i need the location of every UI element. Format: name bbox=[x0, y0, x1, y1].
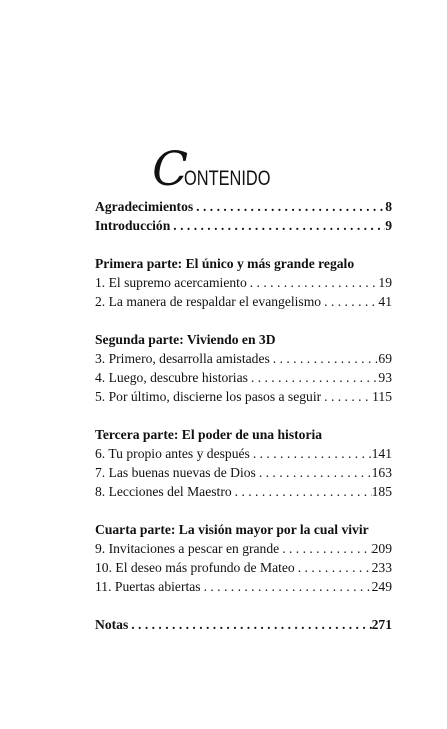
toc-entry-introduccion[interactable] bbox=[95, 218, 392, 237]
leader-dots bbox=[170, 218, 385, 234]
toc-entry[interactable] bbox=[95, 465, 392, 484]
toc-entry-page: 93 bbox=[378, 370, 392, 385]
toc-entry-page: 69 bbox=[378, 351, 392, 366]
leader-dots bbox=[248, 370, 379, 386]
toc-entry-label: 4. Luego, descubre historias bbox=[95, 370, 248, 385]
toc-entry-label: 5. Por último, discierne los pasos a seguir bbox=[95, 389, 322, 404]
toc-entry-page: 41 bbox=[378, 294, 392, 309]
part-heading: Cuarta parte: La visión mayor por la cual vivir bbox=[95, 522, 369, 537]
toc-entry-label: 8. Lecciones del Maestro bbox=[95, 484, 232, 499]
toc-entry-page: 9 bbox=[385, 218, 392, 233]
toc-entry[interactable] bbox=[95, 294, 392, 313]
leader-dots bbox=[201, 579, 372, 595]
toc-entry-notas[interactable] bbox=[95, 617, 392, 636]
toc-entry[interactable] bbox=[95, 389, 392, 408]
toc-entry-page: 185 bbox=[371, 484, 392, 499]
page-title bbox=[0, 142, 447, 197]
toc-entry-label: 1. El supremo acercamiento bbox=[95, 275, 247, 290]
toc-entry[interactable] bbox=[95, 446, 392, 465]
leader-dots bbox=[270, 351, 379, 367]
toc-entry-agradecimientos[interactable] bbox=[95, 199, 392, 218]
toc-entry-label: 10. El deseo más profundo de Mateo bbox=[95, 560, 295, 575]
toc-entry-page: 249 bbox=[371, 579, 392, 594]
toc-entry[interactable] bbox=[95, 484, 392, 503]
toc-entry-page: 271 bbox=[371, 617, 392, 632]
part-heading: Tercera parte: El poder de una historia bbox=[95, 427, 323, 442]
toc-entry-page: 141 bbox=[371, 446, 392, 461]
toc-entry-label: Agradecimientos bbox=[95, 199, 194, 214]
toc-entry[interactable] bbox=[95, 351, 392, 370]
table-of-contents bbox=[95, 199, 392, 636]
toc-entry[interactable] bbox=[95, 275, 392, 294]
leader-dots bbox=[250, 446, 372, 462]
toc-entry-page: 115 bbox=[372, 389, 392, 404]
leader-dots bbox=[321, 389, 372, 405]
toc-entry[interactable] bbox=[95, 560, 392, 579]
toc-entry-page: 233 bbox=[371, 560, 392, 575]
toc-entry-label: 3. Primero, desarrolla amistades bbox=[95, 351, 270, 366]
toc-entry-page: 8 bbox=[385, 199, 392, 214]
toc-entry-label: Introducción bbox=[95, 218, 171, 233]
toc-entry[interactable] bbox=[95, 370, 392, 389]
part-heading: Segunda parte: Viviendo en 3D bbox=[95, 332, 276, 347]
leader-dots bbox=[247, 275, 379, 291]
leader-dots bbox=[232, 484, 372, 500]
title-initial: C bbox=[152, 142, 189, 197]
toc-entry-label: Notas bbox=[95, 617, 129, 632]
toc-entry-label: 7. Las buenas nuevas de Dios bbox=[95, 465, 256, 480]
leader-dots bbox=[295, 560, 372, 576]
toc-entry[interactable] bbox=[95, 579, 392, 598]
toc-entry[interactable] bbox=[95, 541, 392, 560]
toc-entry-page: 163 bbox=[371, 465, 392, 480]
title-rest: ONTENIDO bbox=[184, 167, 271, 190]
leader-dots bbox=[279, 541, 371, 557]
leader-dots bbox=[256, 465, 372, 481]
toc-entry-label: 11. Puertas abiertas bbox=[95, 579, 201, 594]
toc-entry-label: 2. La manera de respaldar el evangelismo bbox=[95, 294, 322, 309]
leader-dots bbox=[128, 617, 371, 633]
leader-dots bbox=[321, 294, 378, 310]
toc-entry-page: 19 bbox=[378, 275, 392, 290]
toc-entry-label: 6. Tu propio antes y después bbox=[95, 446, 250, 461]
toc-entry-label: 9. Invitaciones a pescar en grande bbox=[95, 541, 280, 556]
leader-dots bbox=[193, 199, 385, 215]
part-heading: Primera parte: El único y más grande regalo bbox=[95, 256, 355, 271]
toc-entry-page: 209 bbox=[371, 541, 392, 556]
